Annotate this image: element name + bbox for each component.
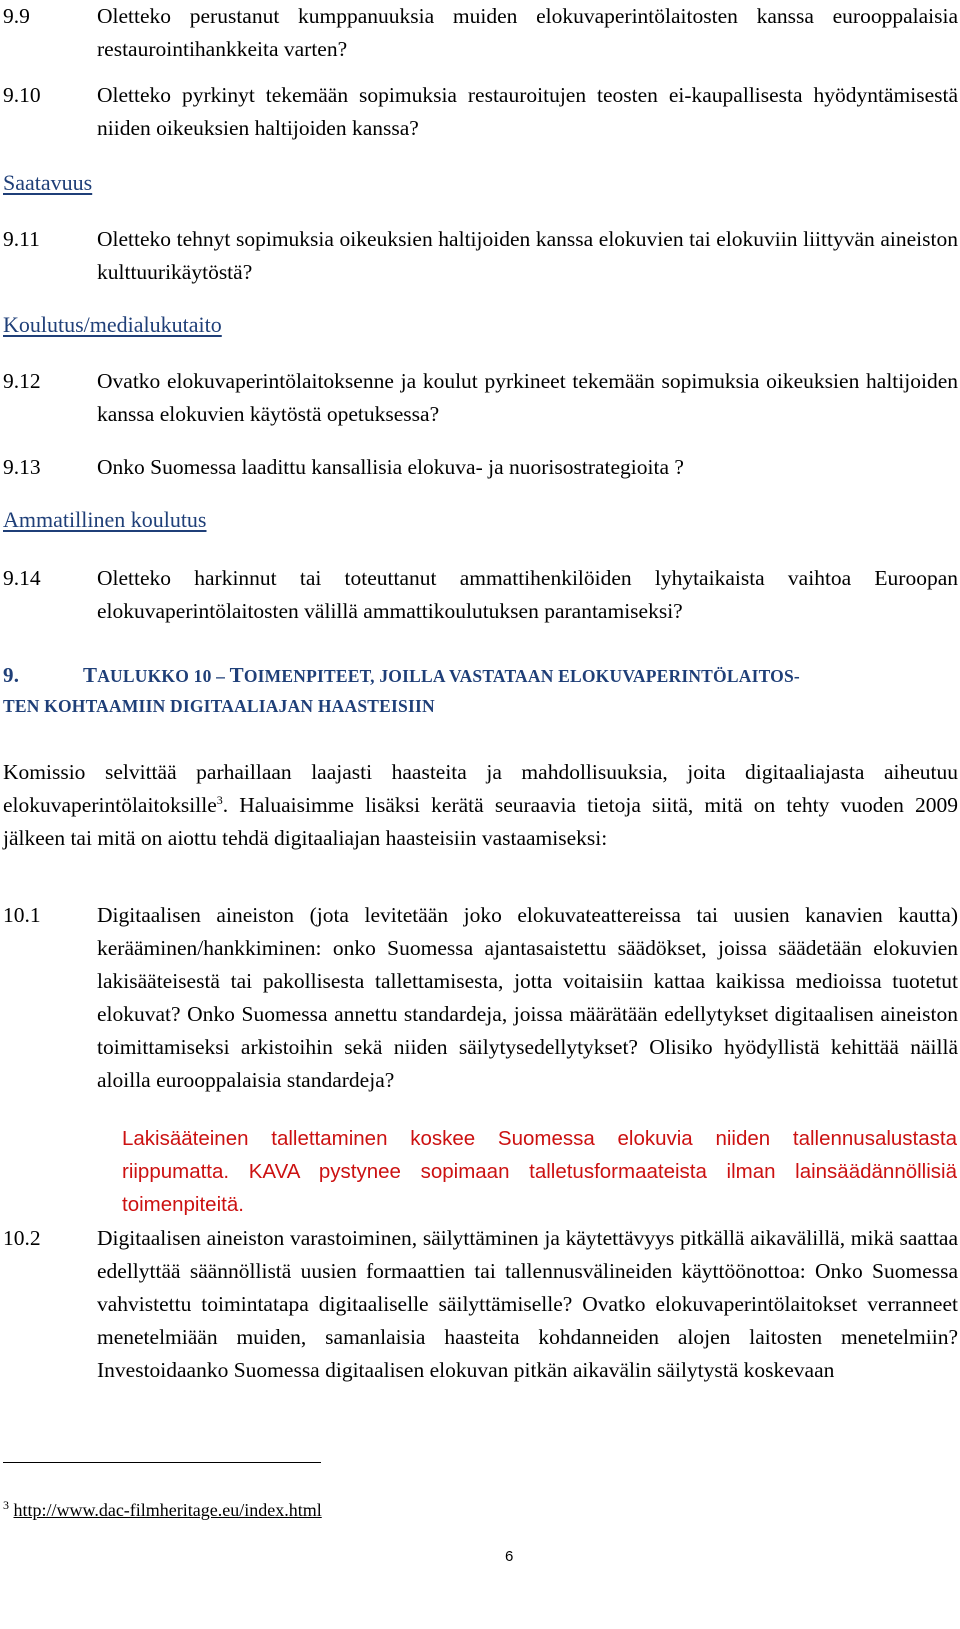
footnote-number: 3	[3, 1498, 9, 1512]
question-number: 9.9	[3, 4, 30, 28]
section-title-line-2: TEN KOHTAAMIIN DIGITAALIAJAN HAASTEISIIN	[3, 696, 435, 716]
intro-paragraph	[3, 756, 958, 855]
question-text: Onko Suomessa laadittu kansallisia elokuva- ja nuorisostrategioita ?	[97, 455, 684, 479]
section-title-part: OIMENPITEET, JOILLA VASTATAAN ELOKUVAPERINTÖLAITOS-	[243, 666, 800, 686]
footnote-link[interactable]: http://www.dac-filmheritage.eu/index.html	[13, 1500, 322, 1520]
question-text: Ovatko elokuvaperintölaitoksenne ja koulut pyrkineet tekemään sopimuksia oikeuksien haltijoiden kanssa elokuvien käytöstä opetuksessa?	[97, 369, 958, 426]
intro-part-2: . Haluaisimme lisäksi kerätä seuraavia tietoja siitä, mitä on tehty vuoden 2009 jälkeen tai mitä on aiottu tehdä digitaaliajan haasteisiin vastaamiseksi:	[3, 793, 958, 850]
question-number: 9.10	[3, 83, 41, 107]
heading-ammatillinen: Ammatillinen koulutus	[3, 507, 207, 532]
section-title-part: AULUKKO 10 –	[97, 666, 230, 686]
section-number: 9.	[3, 663, 20, 687]
question-9-14	[3, 562, 958, 628]
question-number: 9.12	[3, 369, 41, 393]
question-text: Oletteko pyrkinyt tekemään sopimuksia restauroitujen teosten ei-kaupallisesta hyödyntämisestä niiden oikeuksien haltijoiden kanssa?	[97, 83, 958, 140]
question-9-10	[3, 79, 958, 145]
question-9-11	[3, 223, 958, 289]
question-number: 9.13	[3, 455, 41, 479]
section-title-initial: T	[83, 663, 98, 687]
question-text: Digitaalisen aineiston varastoiminen, säilyttäminen ja käytettävyys pitkällä aikavälillä, mikä saattaa edellyttää säännöllistä uusien formaattien tai tallennusvälineiden käyttöönottoa: Onko Suomessa vahvistettu toimintatapa digitaaliselle säilyttämiselle? Ovatko elokuvaperintölaitokset verranneet menetelmiään muiden, samanlaisia haasteita kohdanneiden alojen laitosten menetelmiin? Investoidaanko Suomessa digitaalisen elokuvan pitkän aikavälin säilytystä koskevaan	[97, 1226, 958, 1382]
footnote-separator	[3, 1462, 321, 1463]
question-10-2	[3, 1222, 958, 1387]
question-text: Oletteko harkinnut tai toteuttanut ammattihenkilöiden lyhytaikaista vaihtoa Euroopan elokuvaperintölaitosten välillä ammattikoulutuksen parantamiseksi?	[97, 566, 958, 623]
question-9-9	[3, 0, 958, 66]
question-text: Oletteko tehnyt sopimuksia oikeuksien haltijoiden kanssa elokuvien tai elokuviin liittyvän aineiston kulttuurikäytöstä?	[97, 227, 958, 284]
page-number: 6	[505, 1548, 514, 1565]
question-number: 9.11	[3, 227, 40, 251]
heading-saatavuus: Saatavuus	[3, 170, 93, 195]
footnote-ref: 3	[216, 792, 223, 807]
question-text: Digitaalisen aineiston (jota levitetään joko elokuvateattereissa tai uusien kanavien kautta) kerääminen/hankkiminen: onko Suomessa ajantasaistettu säädökset, joissa säädetään elokuvien lakisääteisestä tai pakollisesta tallettamisesta, jotta voitaisiin kattaa kaikissa medioissa tuotetut elokuvat? Onko Suomessa annettu standardeja, joissa määrätään edellytykset digitaalisen aineiston toimittamiseksi arkistoihin sekä niiden säilytysedellytykset? Olisiko hyödyllistä kehittää näillä aloilla eurooppalaisia standardeja?	[97, 903, 958, 1092]
question-9-13	[3, 451, 958, 484]
answer-comment: Lakisääteinen tallettaminen koskee Suomessa elokuvia niiden tallennusalustasta riippumatta. KAVA pystynee sopimaan talletusformaateista ilman lainsäädännöllisiä toimenpiteitä.	[122, 1127, 957, 1216]
section-title-initial: T	[229, 663, 244, 687]
question-9-12	[3, 365, 958, 431]
question-number: 10.2	[3, 1226, 41, 1250]
section-title-line-1	[83, 660, 958, 691]
heading-koulutus: Koulutus/medialukutaito	[3, 312, 222, 337]
intro-part-1: Komissio selvittää parhaillaan laajasti haasteita ja mahdollisuuksia, joita digitaaliajasta aiheutuu elokuvaperintölaitoksille	[3, 760, 958, 817]
section-title-continued	[3, 691, 958, 721]
question-10-1	[3, 899, 958, 1097]
question-number: 9.14	[3, 566, 41, 590]
question-text: Oletteko perustanut kumppanuuksia muiden elokuvaperintölaitosten kanssa eurooppalaisia restaurointihankkeita varten?	[97, 4, 958, 61]
footnote	[3, 1499, 322, 1521]
section-title	[3, 660, 958, 691]
question-number: 10.1	[3, 903, 41, 927]
